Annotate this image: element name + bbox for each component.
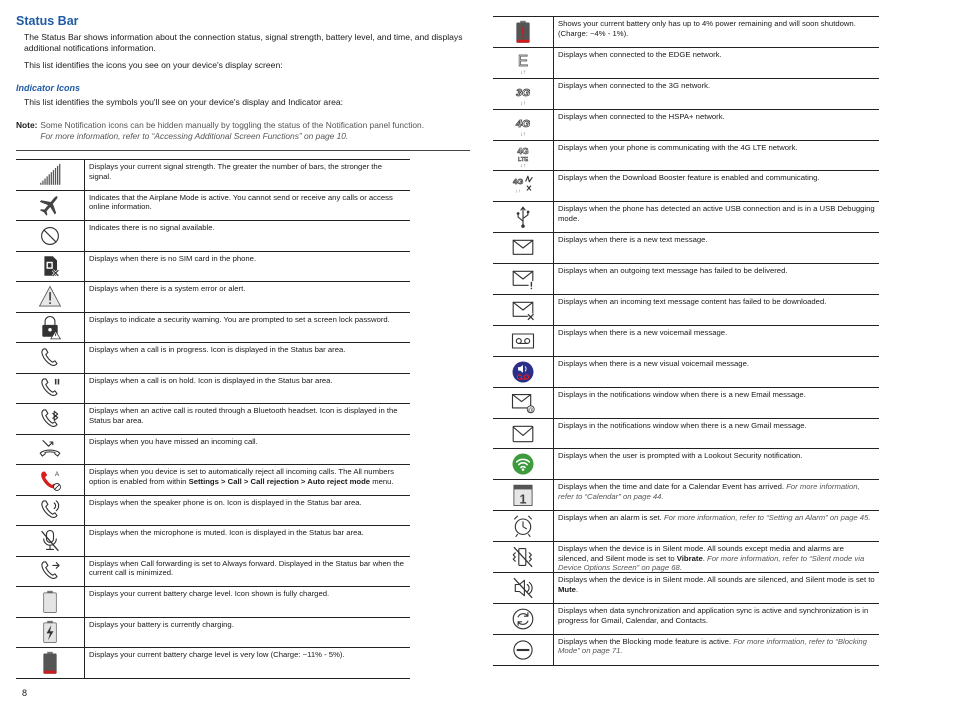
icon-description bbox=[85, 160, 410, 190]
icon-cell bbox=[16, 313, 85, 343]
download-booster-icon bbox=[509, 172, 537, 200]
icon-description bbox=[85, 618, 410, 648]
description-text: Displays when you have missed an incoming call. bbox=[89, 436, 258, 446]
table-row bbox=[493, 480, 879, 511]
description-t1: Displays when the device is in Silent mode. All sounds are silenced, and Silent mode is set to bbox=[558, 575, 875, 585]
table-row bbox=[16, 191, 410, 222]
alert-triangle-icon bbox=[36, 283, 64, 311]
icon-cell bbox=[493, 141, 554, 171]
icon-description bbox=[85, 404, 410, 434]
description-i1: For more information, refer to “Setting an Alarm” on page 45. bbox=[663, 513, 871, 523]
description-t2: menu. bbox=[370, 476, 394, 486]
battery-full-icon bbox=[36, 588, 64, 616]
table-row bbox=[493, 48, 879, 79]
table-row bbox=[16, 557, 410, 588]
mic-muted-icon bbox=[36, 527, 64, 555]
table-row bbox=[16, 587, 410, 618]
table-row bbox=[493, 357, 879, 388]
table-row bbox=[16, 435, 410, 466]
table-row bbox=[16, 221, 410, 252]
icon-cell bbox=[16, 343, 85, 373]
table-row bbox=[493, 295, 879, 326]
description-b1: Mute bbox=[558, 584, 576, 594]
table-row bbox=[493, 202, 879, 233]
calendar-icon bbox=[509, 481, 537, 509]
icon-cell bbox=[16, 252, 85, 282]
description-text: Displays when your phone is communicating with the 4G LTE network. bbox=[558, 142, 798, 152]
message-failed-icon bbox=[509, 265, 537, 293]
description-text: Displays when the speaker phone is on. Icon is displayed in the Status bar area. bbox=[89, 497, 362, 507]
table-row bbox=[493, 171, 879, 202]
description-text: Displays when the Download Booster feature is enabled and communicating. bbox=[558, 173, 820, 183]
svg-text:3G: 3G bbox=[515, 86, 531, 99]
icon-cell bbox=[493, 48, 554, 78]
table-row bbox=[493, 264, 879, 295]
note-text: Some Notification icons can be hidden manually by toggling the status of the Notification panel function. bbox=[40, 120, 425, 130]
icon-cell bbox=[16, 374, 85, 404]
icon-cell bbox=[493, 171, 554, 201]
description-b1: Vibrate bbox=[676, 553, 703, 563]
description-b1: Settings > Call > Call rejection > Auto reject mode bbox=[188, 476, 371, 486]
usb-icon bbox=[509, 203, 537, 231]
lookout-icon bbox=[509, 450, 537, 478]
4g-lte-icon bbox=[509, 142, 537, 170]
table-row bbox=[16, 160, 410, 191]
description-text: Displays when data synchronization and application sync is active and synchronization is in progress for Gmail, Calendar, and Contacts. bbox=[558, 605, 869, 625]
table-row bbox=[493, 419, 879, 450]
icon-cell bbox=[493, 449, 554, 479]
table-row bbox=[16, 404, 410, 435]
description-text: Displays when the microphone is muted. Icon is displayed in the Status bar area. bbox=[89, 528, 364, 537]
no-sim-icon bbox=[36, 252, 64, 280]
icon-description bbox=[85, 435, 410, 465]
icon-cell bbox=[493, 480, 554, 510]
3g-network-icon bbox=[509, 80, 537, 108]
icon-description bbox=[554, 542, 879, 572]
call-forward-icon bbox=[36, 557, 64, 585]
icon-cell bbox=[493, 604, 554, 634]
message-download-failed-icon bbox=[509, 296, 537, 324]
new-message-icon bbox=[509, 234, 537, 262]
description-text: Displays to indicate a security warning. You are prompted to set a screen lock password. bbox=[89, 314, 390, 324]
description-text: Displays when there is a system error or alert. bbox=[89, 284, 246, 293]
intro-paragraph: The Status Bar shows information about the connection status, signal strength, battery level, and time, and displays additional notifications information. bbox=[24, 32, 463, 53]
table-row bbox=[493, 573, 879, 604]
table-row bbox=[16, 282, 410, 313]
icon-description bbox=[554, 604, 879, 634]
icon-description bbox=[85, 221, 410, 251]
icon-description bbox=[85, 282, 410, 312]
description-text: Displays your current battery charge level is very low (Charge: ~11% - 5%). bbox=[89, 650, 345, 659]
table-row bbox=[493, 326, 879, 357]
description-text: Displays your current signal strength. The greater the number of bars, the stronger the signal. bbox=[89, 162, 382, 181]
description-text: Displays when an active call is routed through a Bluetooth headset. Icon is displayed in the Status bar area. bbox=[89, 406, 398, 425]
description-text: Displays your battery is currently charging. bbox=[89, 619, 234, 629]
icon-description bbox=[554, 511, 879, 541]
description-text: Displays when there is a new text message. bbox=[558, 235, 708, 245]
description-text: Displays when a call is on hold. Icon is displayed in the Status bar area. bbox=[89, 375, 333, 385]
table-row bbox=[493, 604, 879, 635]
icon-description bbox=[554, 264, 879, 294]
icon-description bbox=[554, 449, 879, 479]
description-text: Indicates that the Airplane Mode is active. You cannot send or receive any calls or access online information. bbox=[89, 192, 393, 212]
svg-text:4G: 4G bbox=[512, 177, 524, 187]
icon-cell bbox=[493, 17, 554, 47]
table-row bbox=[493, 233, 879, 264]
description-t1: Displays when an alarm is set. bbox=[558, 513, 664, 523]
battery-charging-icon bbox=[36, 618, 64, 646]
description-i1: For more information, refer to “Blocking Mode” on page 71. bbox=[558, 636, 867, 656]
description-text: Displays in the notifications window when there is a new Email message. bbox=[558, 389, 806, 399]
table-row bbox=[493, 388, 879, 419]
table-row bbox=[16, 526, 410, 557]
table-row bbox=[16, 343, 410, 374]
svg-text:A: A bbox=[54, 470, 60, 478]
speakerphone-icon bbox=[36, 496, 64, 524]
icon-cell bbox=[16, 496, 85, 526]
icon-description bbox=[554, 573, 879, 603]
table-row bbox=[16, 313, 410, 344]
section-title: Status Bar bbox=[16, 14, 79, 28]
icon-cell bbox=[493, 388, 554, 418]
icon-cell bbox=[16, 618, 85, 648]
icon-cell bbox=[16, 435, 85, 465]
table-row bbox=[493, 542, 879, 573]
icon-description bbox=[554, 202, 879, 232]
description-text: Displays when there is a new voicemail message. bbox=[558, 327, 728, 337]
description-text: Displays when there is no SIM card in the phone. bbox=[89, 253, 257, 263]
indicator-intro: This list identifies the symbols you'll see on your device's display and Indicator area: bbox=[24, 97, 344, 107]
icon-cell bbox=[493, 573, 554, 603]
description-text: Displays when connected to the EDGE network. bbox=[558, 49, 722, 59]
blocking-mode-icon bbox=[509, 636, 537, 664]
icon-cell bbox=[493, 419, 554, 449]
table-row bbox=[16, 496, 410, 527]
table-row bbox=[493, 110, 879, 141]
alarm-icon bbox=[509, 512, 537, 540]
table-row bbox=[493, 17, 879, 48]
table-row bbox=[493, 511, 879, 542]
icon-description bbox=[554, 326, 879, 356]
icon-cell bbox=[493, 326, 554, 356]
icon-description bbox=[554, 419, 879, 449]
icon-cell bbox=[16, 160, 85, 190]
airplane-icon bbox=[36, 191, 64, 219]
no-signal-icon bbox=[36, 222, 64, 250]
description-text: Displays when a call is in progress. Icon is displayed in the Status bar area. bbox=[89, 345, 346, 354]
description-text: Displays when connected to the HSPA+ network. bbox=[558, 111, 725, 121]
table-row bbox=[16, 618, 410, 649]
description-text: Shows your current battery only has up to 4% power remaining and will soon shutdown. (Charge: ~4% - 1%). bbox=[558, 19, 856, 38]
description-text: Displays when there is a new visual voicemail message. bbox=[558, 358, 749, 368]
icon-description bbox=[554, 388, 879, 418]
icon-cell bbox=[493, 542, 554, 572]
description-t1: Displays when the time and date for a Calendar Event has arrived. bbox=[558, 482, 787, 492]
icon-cell bbox=[493, 202, 554, 232]
icon-description bbox=[85, 465, 410, 495]
gmail-icon bbox=[509, 420, 537, 448]
table-row bbox=[16, 465, 410, 496]
description-text: Displays when an incoming text message content has failed to be downloaded. bbox=[558, 297, 827, 307]
auto-reject-icon bbox=[36, 466, 64, 494]
note-reference: For more information, refer to “Accessing Additional Screen Functions” on page 10. bbox=[40, 131, 349, 141]
icon-cell bbox=[493, 511, 554, 541]
icon-cell bbox=[493, 79, 554, 109]
signal-bars-icon bbox=[36, 161, 64, 189]
left-column bbox=[16, 10, 470, 679]
right-column bbox=[493, 16, 879, 666]
icon-cell bbox=[493, 357, 554, 387]
svg-text:1: 1 bbox=[519, 492, 527, 507]
icon-cell bbox=[16, 526, 85, 556]
icon-description bbox=[554, 635, 879, 665]
icon-description bbox=[85, 526, 410, 556]
icon-description bbox=[85, 587, 410, 617]
svg-text:E: E bbox=[517, 52, 529, 70]
icon-cell bbox=[16, 404, 85, 434]
security-lock-icon bbox=[36, 313, 64, 341]
vibrate-mode-icon bbox=[509, 543, 537, 571]
icon-cell bbox=[493, 635, 554, 665]
icon-cell bbox=[16, 587, 85, 617]
page-number: 8 bbox=[22, 688, 28, 698]
icon-description bbox=[554, 79, 879, 109]
icon-cell bbox=[16, 465, 85, 495]
description-t2: . bbox=[575, 584, 579, 594]
svg-text:↓↑: ↓↑ bbox=[515, 189, 521, 195]
icon-description bbox=[85, 191, 410, 221]
voicemail-icon bbox=[509, 327, 537, 355]
icon-cell bbox=[493, 295, 554, 325]
visual-voicemail-icon bbox=[509, 358, 537, 386]
icon-description bbox=[554, 48, 879, 78]
svg-text:↓↑: ↓↑ bbox=[520, 100, 526, 107]
table-row bbox=[16, 374, 410, 405]
icon-cell bbox=[16, 557, 85, 587]
description-text: Indicates there is no signal available. bbox=[89, 223, 215, 232]
icon-description bbox=[554, 110, 879, 140]
icon-cell bbox=[493, 110, 554, 140]
sync-icon bbox=[509, 605, 537, 633]
table-row bbox=[493, 141, 879, 172]
svg-text:↓↑: ↓↑ bbox=[520, 162, 526, 169]
description-text: Displays when the phone has detected an active USB connection and is in a USB Debugging mode. bbox=[558, 204, 875, 223]
icon-cell bbox=[16, 221, 85, 251]
icon-description bbox=[85, 496, 410, 526]
icon-description bbox=[85, 252, 410, 282]
icon-description bbox=[85, 343, 410, 373]
left-icon-table bbox=[16, 159, 410, 679]
note-divider bbox=[16, 150, 470, 151]
icon-cell bbox=[493, 264, 554, 294]
icon-description bbox=[554, 295, 879, 325]
icon-cell bbox=[493, 233, 554, 263]
edge-network-icon bbox=[509, 49, 537, 77]
table-row bbox=[493, 449, 879, 480]
note-block bbox=[16, 120, 470, 142]
svg-text:LTE: LTE bbox=[517, 156, 529, 163]
bluetooth-call-icon bbox=[36, 405, 64, 433]
table-row bbox=[16, 252, 410, 283]
battery-low-icon bbox=[36, 649, 64, 677]
description-text: Displays when Call forwarding is set to Always forward. Displayed in the Status bar when the current call is minimized. bbox=[89, 558, 404, 578]
description-t1: Displays when you device is set to automatically reject all incoming calls. The All numbers option is enabled from within bbox=[89, 467, 394, 486]
table-row bbox=[16, 648, 410, 679]
right-icon-table bbox=[493, 16, 879, 666]
mute-mode-icon bbox=[509, 574, 537, 602]
description-i1: For more information, refer to “Calendar” on page 44. bbox=[558, 482, 860, 501]
description-text: Displays when connected to the 3G network. bbox=[558, 80, 711, 90]
svg-text:4G: 4G bbox=[517, 145, 529, 156]
description-text: Displays your current battery charge level. Icon shown is fully charged. bbox=[89, 589, 330, 598]
icon-cell bbox=[16, 648, 85, 678]
description-i1: For more information, refer to “Silent mode via Device Options Screen” on page 68. bbox=[558, 553, 865, 573]
icon-cell bbox=[16, 191, 85, 221]
description-text: Displays when an outgoing text message has failed to be delivered. bbox=[558, 266, 788, 276]
icon-description bbox=[85, 648, 410, 678]
svg-text:↓↑: ↓↑ bbox=[520, 131, 526, 138]
icon-description bbox=[554, 171, 879, 201]
subsection-title: Indicator Icons bbox=[16, 83, 81, 93]
call-icon bbox=[36, 344, 64, 372]
hspa-network-icon bbox=[509, 111, 537, 139]
icon-description bbox=[85, 557, 410, 587]
intro-list-paragraph: This list identifies the icons you see on your device's display screen: bbox=[24, 60, 283, 70]
table-row bbox=[493, 635, 879, 666]
icon-description bbox=[554, 141, 879, 171]
table-row bbox=[493, 79, 879, 110]
svg-text:@: @ bbox=[527, 407, 534, 414]
battery-critical-icon bbox=[509, 18, 537, 46]
icon-description bbox=[85, 374, 410, 404]
svg-text:4G: 4G bbox=[515, 117, 531, 130]
icon-description bbox=[554, 480, 879, 510]
description-t1: Displays when the device is in Silent mode. All sounds except media and alarms are silenced, and Silent mode is set to bbox=[558, 544, 844, 563]
missed-call-icon bbox=[36, 435, 64, 463]
icon-cell bbox=[16, 282, 85, 312]
svg-text:↓↑: ↓↑ bbox=[520, 69, 526, 76]
icon-description bbox=[554, 357, 879, 387]
icon-description bbox=[85, 313, 410, 343]
note-label: Note: bbox=[16, 120, 38, 130]
icon-description bbox=[554, 17, 879, 47]
email-icon bbox=[509, 389, 537, 417]
description-t2: . bbox=[702, 553, 708, 563]
description-t1: Displays when the Blocking mode feature is active. bbox=[558, 636, 734, 646]
description-text: Displays in the notifications window when there is a new Gmail message. bbox=[558, 420, 807, 430]
description-text: Displays when the user is prompted with a Lookout Security notification. bbox=[558, 451, 803, 461]
icon-description bbox=[554, 233, 879, 263]
call-hold-icon bbox=[36, 374, 64, 402]
